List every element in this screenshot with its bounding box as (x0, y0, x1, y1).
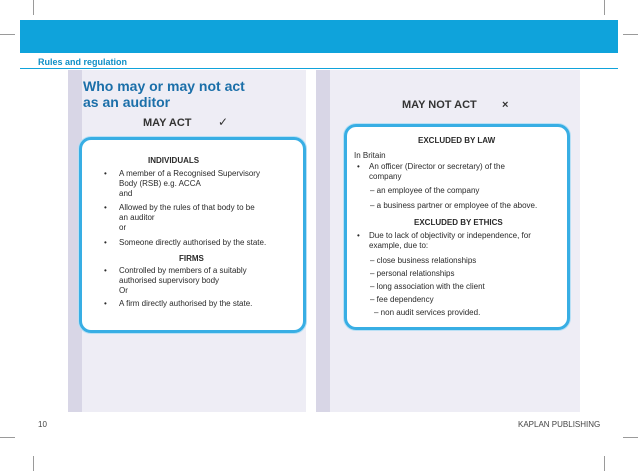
sub-item: – non audit services provided. (374, 308, 481, 317)
bullet: • (104, 169, 107, 178)
crop-mark (33, 456, 34, 471)
crop-mark (604, 0, 605, 15)
header-rule (20, 68, 618, 69)
firms-heading: FIRMS (179, 254, 204, 263)
list-item (119, 266, 247, 296)
sub-item: – personal relationships (370, 269, 455, 278)
bullet: • (357, 162, 360, 171)
sub-item: – fee dependency (370, 295, 434, 304)
crop-mark (623, 437, 638, 438)
bullet: • (104, 203, 107, 212)
sub-item: – an employee of the company (370, 186, 480, 195)
panel-stripe (316, 70, 330, 412)
cross-icon: × (502, 99, 509, 111)
list-item-line: company (369, 172, 402, 181)
list-item-line: an auditor (119, 213, 155, 222)
list-item (119, 169, 260, 199)
page-number: 10 (38, 420, 47, 429)
bullet: • (104, 238, 107, 247)
crop-mark (604, 456, 605, 471)
bullet: • (104, 299, 107, 308)
list-item (369, 231, 531, 251)
list-item-line: or (119, 223, 127, 232)
bullet: • (357, 231, 360, 240)
publisher-name: KAPLAN PUBLISHING (518, 420, 601, 429)
in-britain-label: In Britain (354, 151, 386, 160)
may-act-heading: MAY ACT (143, 117, 192, 129)
crop-mark (0, 437, 15, 438)
list-item-line: Controlled by members of a suitably (119, 266, 247, 275)
list-item (119, 203, 255, 233)
check-icon: ✓ (218, 115, 229, 129)
may-not-act-heading: MAY NOT ACT (402, 99, 477, 111)
page-title-line: as an auditor (83, 94, 171, 110)
list-item-line: Due to lack of objectivity or independence, for (369, 231, 531, 240)
excluded-by-ethics-heading: EXCLUDED BY ETHICS (414, 218, 503, 227)
sub-item: – long association with the client (370, 282, 485, 291)
list-item-line: Body (RSB) e.g. ACCA (119, 179, 201, 188)
individuals-heading: INDIVIDUALS (148, 156, 200, 165)
list-item-line: An officer (Director or secretary) of the (369, 162, 505, 171)
list-item-line: Or (119, 286, 128, 295)
list-item-line: Allowed by the rules of that body to be (119, 203, 255, 212)
list-item: Someone directly authorised by the state. (119, 238, 267, 247)
crop-mark (0, 34, 15, 35)
section-label: Rules and regulation (38, 57, 128, 67)
sub-item: – close business relationships (370, 256, 477, 265)
crop-mark (33, 0, 34, 15)
page-title (83, 78, 245, 110)
list-item-line: authorised supervisory body (119, 276, 220, 285)
list-item-line: A member of a Recognised Supervisory (119, 169, 260, 178)
excluded-by-law-heading: EXCLUDED BY LAW (418, 136, 496, 145)
list-item (369, 162, 505, 182)
crop-mark (623, 34, 638, 35)
header-bar (20, 20, 618, 53)
list-item-line: and (119, 189, 133, 198)
sub-item: – a business partner or employee of the above. (370, 201, 538, 210)
page-title-line: Who may or may not act (83, 78, 245, 94)
list-item-line: example, due to: (369, 241, 429, 250)
bullet: • (104, 266, 107, 275)
list-item: A firm directly authorised by the state. (119, 299, 253, 308)
